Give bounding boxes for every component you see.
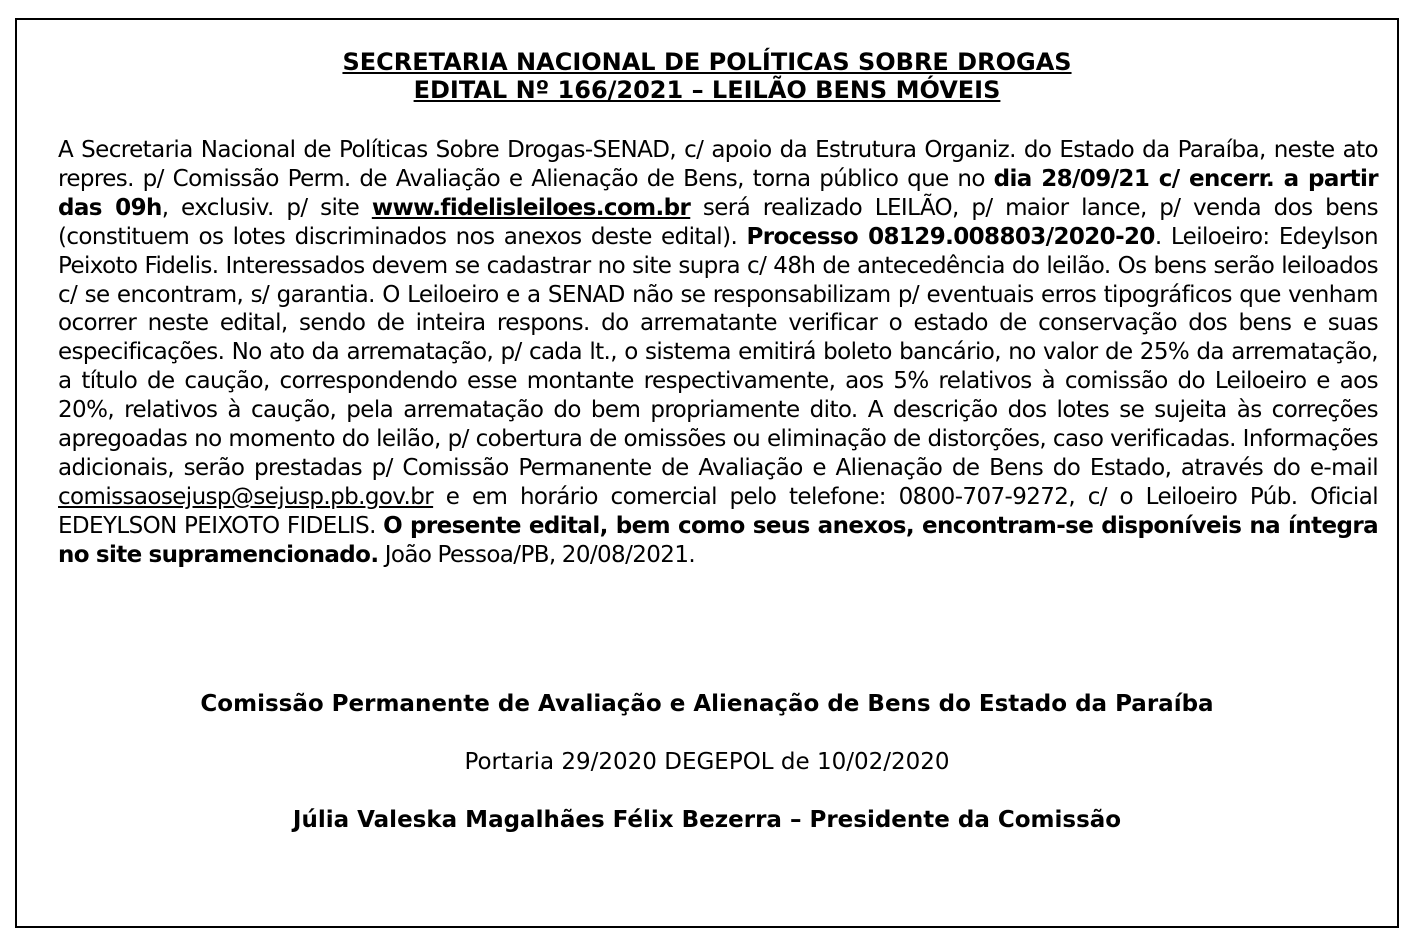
body-phone: e em horário comercial pelo telefone: 0800-707-9272, c/ o Leiloeiro Púb. Oficial EDEYLSON PEIXOTO FIDELIS. [58,483,1378,539]
availability-notice: O presente edital, bem como seus anexos, encontram-se disponíveis na íntegra no site supramencionado. [58,512,1378,568]
body-site-intro: , exclusiv. p/ site [161,194,372,221]
header-agency: SECRETARIA NACIONAL DE POLÍTICAS SOBRE DROGAS [342,48,1072,76]
body-auction-info: será realizado LEILÃO, p/ maior lance, p/ venda dos bens (constituem os lotes discriminados nos anexos deste edital). [58,194,1378,250]
notice-body [58,136,1378,570]
place-date: João Pessoa/PB, 20/08/2021. [378,541,696,568]
contact-email-link[interactable]: comissaosejusp@sejusp.pb.gov.br [58,483,434,510]
header-edital: EDITAL Nº 166/2021 – LEILÃO BENS MÓVEIS [413,76,1001,104]
auction-site-link[interactable]: www.fidelisleiloes.com.br [371,194,691,221]
body-terms: . Leiloeiro: Edeylson Peixoto Fidelis. Interessados devem se cadastrar no site supra c/ 48h de antecedência do leilão. Os bens serão leiloados c/ se encontram, s/ garantia. O Leiloeiro e a SENAD não se responsabilizam p/ eventuais erros tipográficos que venham ocorrer neste edital, sendo de inteira respons. do arrematante verificar o estado de conservação dos bens e suas especificações. No ato da arrematação, p/ cada lt., o sistema emitirá boleto bancário, no valor de 25% da arrematação, a título de caução, correspondendo esse montante respectivamente, aos 5% relativos à comissão do Leiloeiro e aos 20%, relativos à caução, pela arrematação do bem propriamente dito. A descrição dos lotes se sujeita às correções apregoadas no momento do leilão, p/ cobertura de omissões ou eliminação de distorções, caso verificadas. Informações adicionais, serão prestadas p/ Comissão Permanente de Avaliação e Alienação de Bens do Estado, através do e-mail [58,223,1378,481]
auction-date: dia 28/09/21 c/ encerr. a partir das 09h [58,165,1378,221]
president-signature: Júlia Valeska Magalhães Félix Bezerra – Presidente da Comissão [292,807,1122,833]
process-number: Processo 08129.008803/2020-20 [746,223,1155,250]
notice-frame [15,18,1399,928]
body-intro: A Secretaria Nacional de Políticas Sobre Drogas-SENAD, c/ apoio da Estrutura Organiz. do Estado da Paraíba, neste ato repres. p/ Comissão Perm. de Avaliação e Alienação de Bens, torna público que no [58,137,1378,192]
notice-header [17,48,1397,104]
ordinance: Portaria 29/2020 DEGEPOL de 10/02/2020 [464,749,950,775]
committee-name: Comissão Permanente de Avaliação e Alienação de Bens do Estado da Paraíba [200,691,1214,717]
